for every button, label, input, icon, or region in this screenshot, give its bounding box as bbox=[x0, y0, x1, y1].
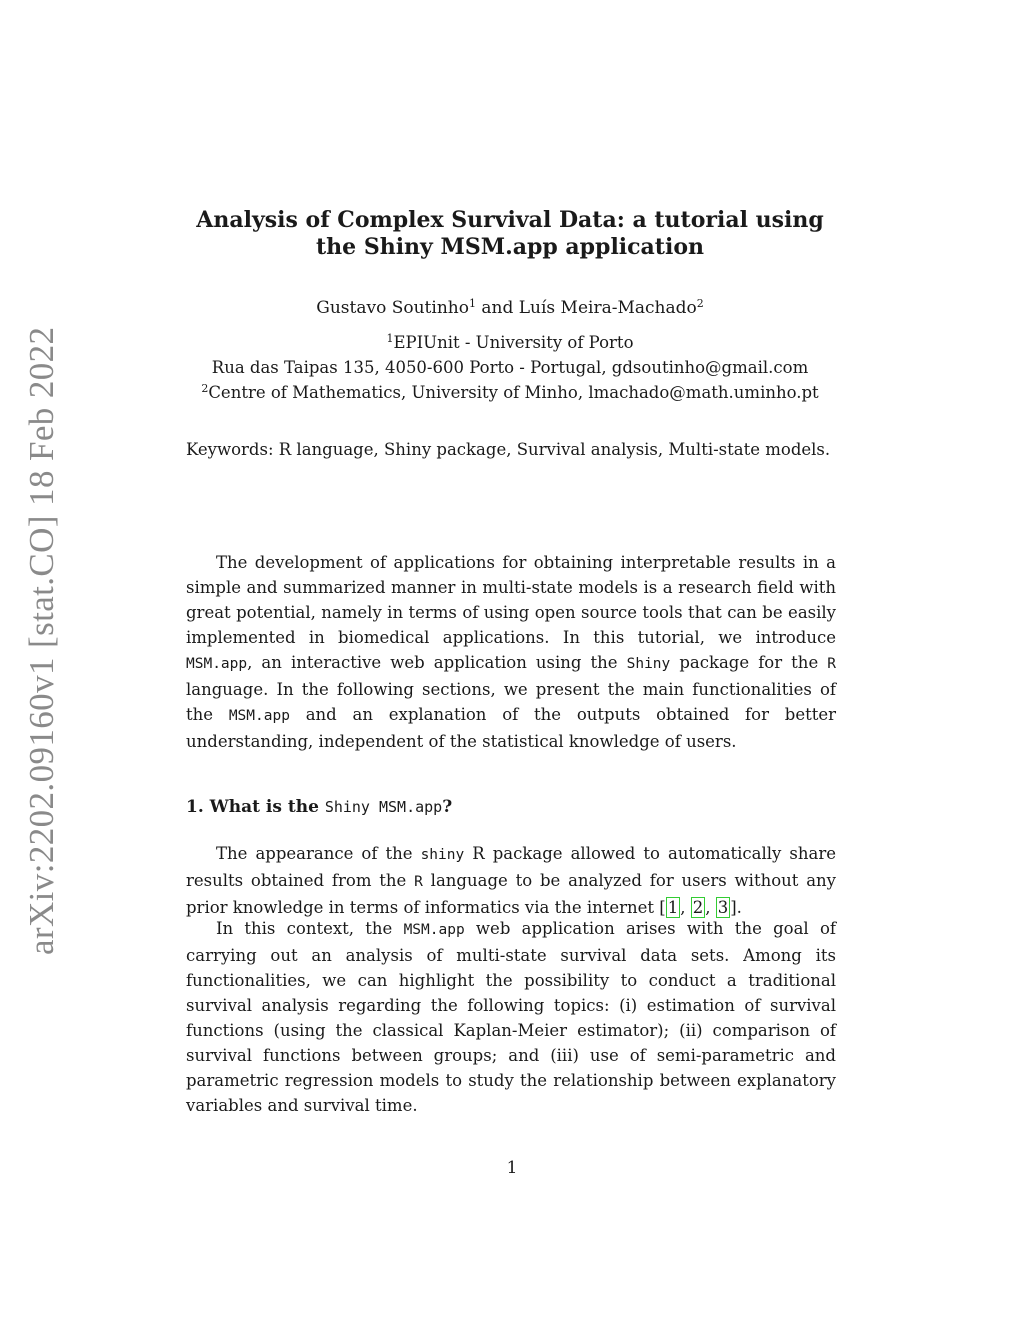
code-term: MSM.app bbox=[403, 922, 465, 938]
text: , bbox=[705, 898, 716, 917]
affiliation-mark: 2 bbox=[201, 382, 209, 395]
code-term: MSM.app bbox=[228, 708, 290, 724]
body-paragraph bbox=[186, 916, 836, 1118]
text: , an interactive web application using the bbox=[247, 653, 627, 672]
arxiv-identifier: arXiv:2202.09160v1 [stat.CO] 18 Feb 2022 bbox=[22, 326, 61, 955]
affiliation-text: Centre of Mathematics, University of Minho, lmachado@math.uminho.pt bbox=[208, 383, 819, 402]
affiliation-line bbox=[150, 333, 870, 352]
text: The appearance of the bbox=[216, 844, 421, 863]
text: , bbox=[680, 898, 691, 917]
title-line-1: Analysis of Complex Survival Data: a tutorial using bbox=[196, 207, 824, 233]
text: ]. bbox=[730, 898, 742, 917]
page-number: 1 bbox=[506, 1158, 518, 1178]
code-term: R bbox=[414, 874, 423, 890]
author-name: Luís Meira-Machado bbox=[518, 298, 697, 318]
text: language. In the following sections, we present the main functionalities of the bbox=[186, 680, 836, 724]
abstract-paragraph bbox=[186, 550, 836, 754]
paper-title bbox=[150, 207, 870, 261]
affiliation-mark: 1 bbox=[386, 332, 394, 345]
text: R package allowed to automatically share results obtained from the bbox=[186, 844, 837, 890]
citation-link[interactable]: 2 bbox=[692, 898, 704, 917]
text: In this context, the bbox=[216, 919, 404, 938]
code-term: MSM.app bbox=[186, 656, 248, 672]
author-list bbox=[150, 298, 870, 318]
section-title: What is the Shiny MSM.app? bbox=[209, 797, 453, 817]
author-name: Gustavo Soutinho bbox=[316, 298, 469, 318]
section-heading bbox=[186, 797, 452, 817]
author-affiliation-mark: 2 bbox=[696, 297, 704, 310]
code-term: R bbox=[827, 656, 836, 672]
text: package for the bbox=[670, 653, 828, 672]
body-paragraph bbox=[186, 841, 836, 920]
affiliation-text: Rua das Taipas 135, 4050-600 Porto - Portugal, gdsoutinho@gmail.com bbox=[211, 358, 809, 377]
text: and an explanation of the outputs obtained for better understanding, independent of the statistical knowledge of users. bbox=[186, 705, 836, 751]
author-affiliation-mark: 1 bbox=[468, 297, 476, 310]
code-term: Shiny bbox=[626, 656, 671, 672]
citation-link[interactable]: 1 bbox=[667, 898, 679, 917]
title-line-2: the Shiny MSM.app application bbox=[316, 234, 704, 260]
citation-link[interactable]: 3 bbox=[717, 898, 729, 917]
text: The development of applications for obtaining interpretable results in a simple and summarized manner in multi-state models is a research field with great potential, namely in terms of using open source tools that can be easily implemented in biomedical applications. In this tutorial, we introduce bbox=[186, 553, 836, 647]
section-number: 1. bbox=[186, 797, 204, 817]
keywords: Keywords: R language, Shiny package, Survival analysis, Multi-state models. bbox=[186, 440, 831, 459]
affiliation-line bbox=[150, 383, 870, 402]
text: web application arises with the goal of carrying out an analysis of multi-state survival data sets. Among its functionalities, we can highlight the possibility to conduct a traditional survival analysis regarding the following topics: (i) estimation of survival functions (using the classical Kaplan-Meier estimator); (ii) comparison of survival functions between groups; and (iii) use of semi-parametric and parametric regression models to study the relationship between explanatory variables and survival time. bbox=[186, 919, 836, 1115]
author-conjunction: and bbox=[475, 298, 519, 318]
code-term: shiny bbox=[420, 847, 465, 863]
affiliation-text: EPIUnit - University of Porto bbox=[393, 333, 634, 352]
affiliation-line bbox=[150, 358, 870, 377]
text: language to be analyzed for users without any prior knowledge in terms of informatics via the internet [ bbox=[186, 871, 836, 917]
